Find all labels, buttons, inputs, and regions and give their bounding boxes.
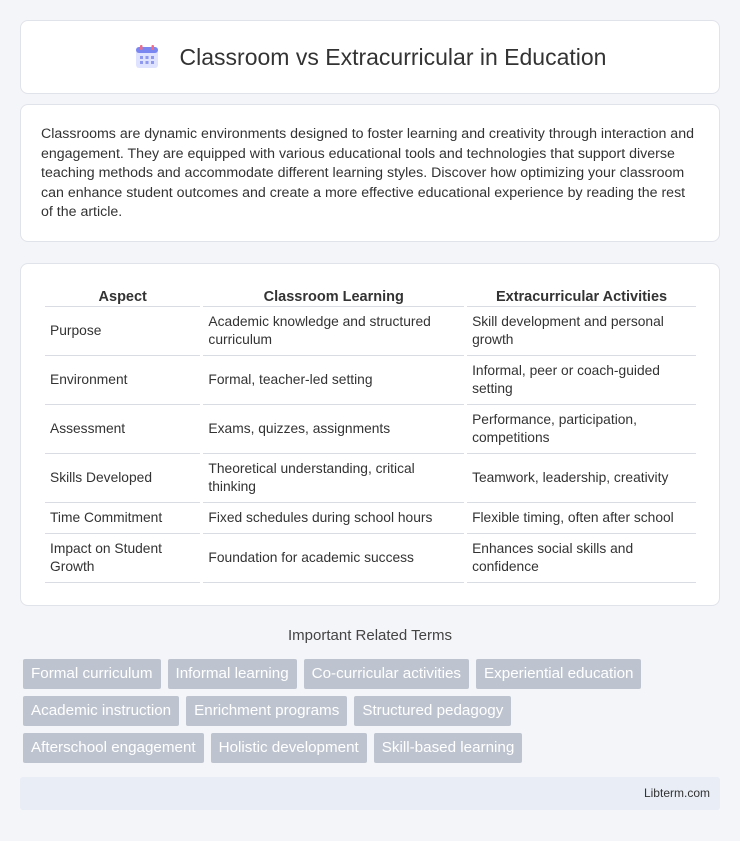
- table-row: [45, 534, 696, 583]
- table-cell: Theoretical understanding, critical thinking: [203, 454, 464, 503]
- table-cell: Skills Developed: [45, 454, 200, 503]
- related-terms-list: [23, 659, 723, 770]
- table-row: [45, 503, 696, 534]
- table-cell: Skill development and personal growth: [467, 307, 696, 356]
- table-row: [45, 405, 696, 454]
- comparison-table: [42, 286, 699, 583]
- page-title: Classroom vs Extracurricular in Education: [179, 43, 607, 70]
- table-cell: Teamwork, leadership, creativity: [467, 454, 696, 503]
- table-cell: Time Commitment: [45, 503, 200, 534]
- table-row: [45, 454, 696, 503]
- table-cell: Performance, participation, competitions: [467, 405, 696, 454]
- term-tag[interactable]: Formal curriculum: [23, 659, 161, 689]
- table-cell: Fixed schedules during school hours: [203, 503, 464, 534]
- term-tag[interactable]: Structured pedagogy: [354, 696, 511, 726]
- footer-site-link[interactable]: Libterm.com: [643, 786, 710, 800]
- table-cell: Foundation for academic success: [203, 534, 464, 583]
- table-row: [45, 307, 696, 356]
- table-cell: Impact on Student Growth: [45, 534, 200, 583]
- intro-card: [20, 104, 720, 242]
- table-cell: Exams, quizzes, assignments: [203, 405, 464, 454]
- term-tag[interactable]: Afterschool engagement: [23, 733, 204, 763]
- table-cell: Purpose: [45, 307, 200, 356]
- term-tag[interactable]: Academic instruction: [23, 696, 179, 726]
- term-tag[interactable]: Skill-based learning: [374, 733, 523, 763]
- table-cell: Informal, peer or coach-guided setting: [467, 356, 696, 405]
- table-cell: Formal, teacher-led setting: [203, 356, 464, 405]
- term-tag[interactable]: Enrichment programs: [186, 696, 347, 726]
- table-cell: Academic knowledge and structured curriculum: [203, 307, 464, 356]
- table-row: [45, 356, 696, 405]
- table-cell: Environment: [45, 356, 200, 405]
- column-header-aspect: Aspect: [45, 286, 200, 307]
- footer: [20, 777, 720, 810]
- table-cell: Assessment: [45, 405, 200, 454]
- term-tag[interactable]: Informal learning: [168, 659, 297, 689]
- column-header-extracurricular: Extracurricular Activities: [467, 286, 696, 307]
- related-terms-heading: Important Related Terms: [288, 627, 452, 644]
- table-cell: Enhances social skills and confidence: [467, 534, 696, 583]
- table-cell: Flexible timing, often after school: [467, 503, 696, 534]
- header-card: [20, 20, 720, 94]
- intro-text: Classrooms are dynamic environments designed to foster learning and creativity through interaction and engagement. They are equipped with various educational tools and technologies that support diverse teaching methods and accommodate different learning styles. Discover how optimizing your classroom can enhance student outcomes and create a more effective educational experience by reading the rest of the article.: [41, 126, 694, 221]
- comparison-table-card: [20, 263, 720, 606]
- term-tag[interactable]: Co-curricular activities: [304, 659, 469, 689]
- term-tag[interactable]: Holistic development: [211, 733, 367, 763]
- term-tag[interactable]: Experiential education: [476, 659, 641, 689]
- column-header-classroom: Classroom Learning: [203, 286, 464, 307]
- calendar-grid-icon: [134, 44, 160, 70]
